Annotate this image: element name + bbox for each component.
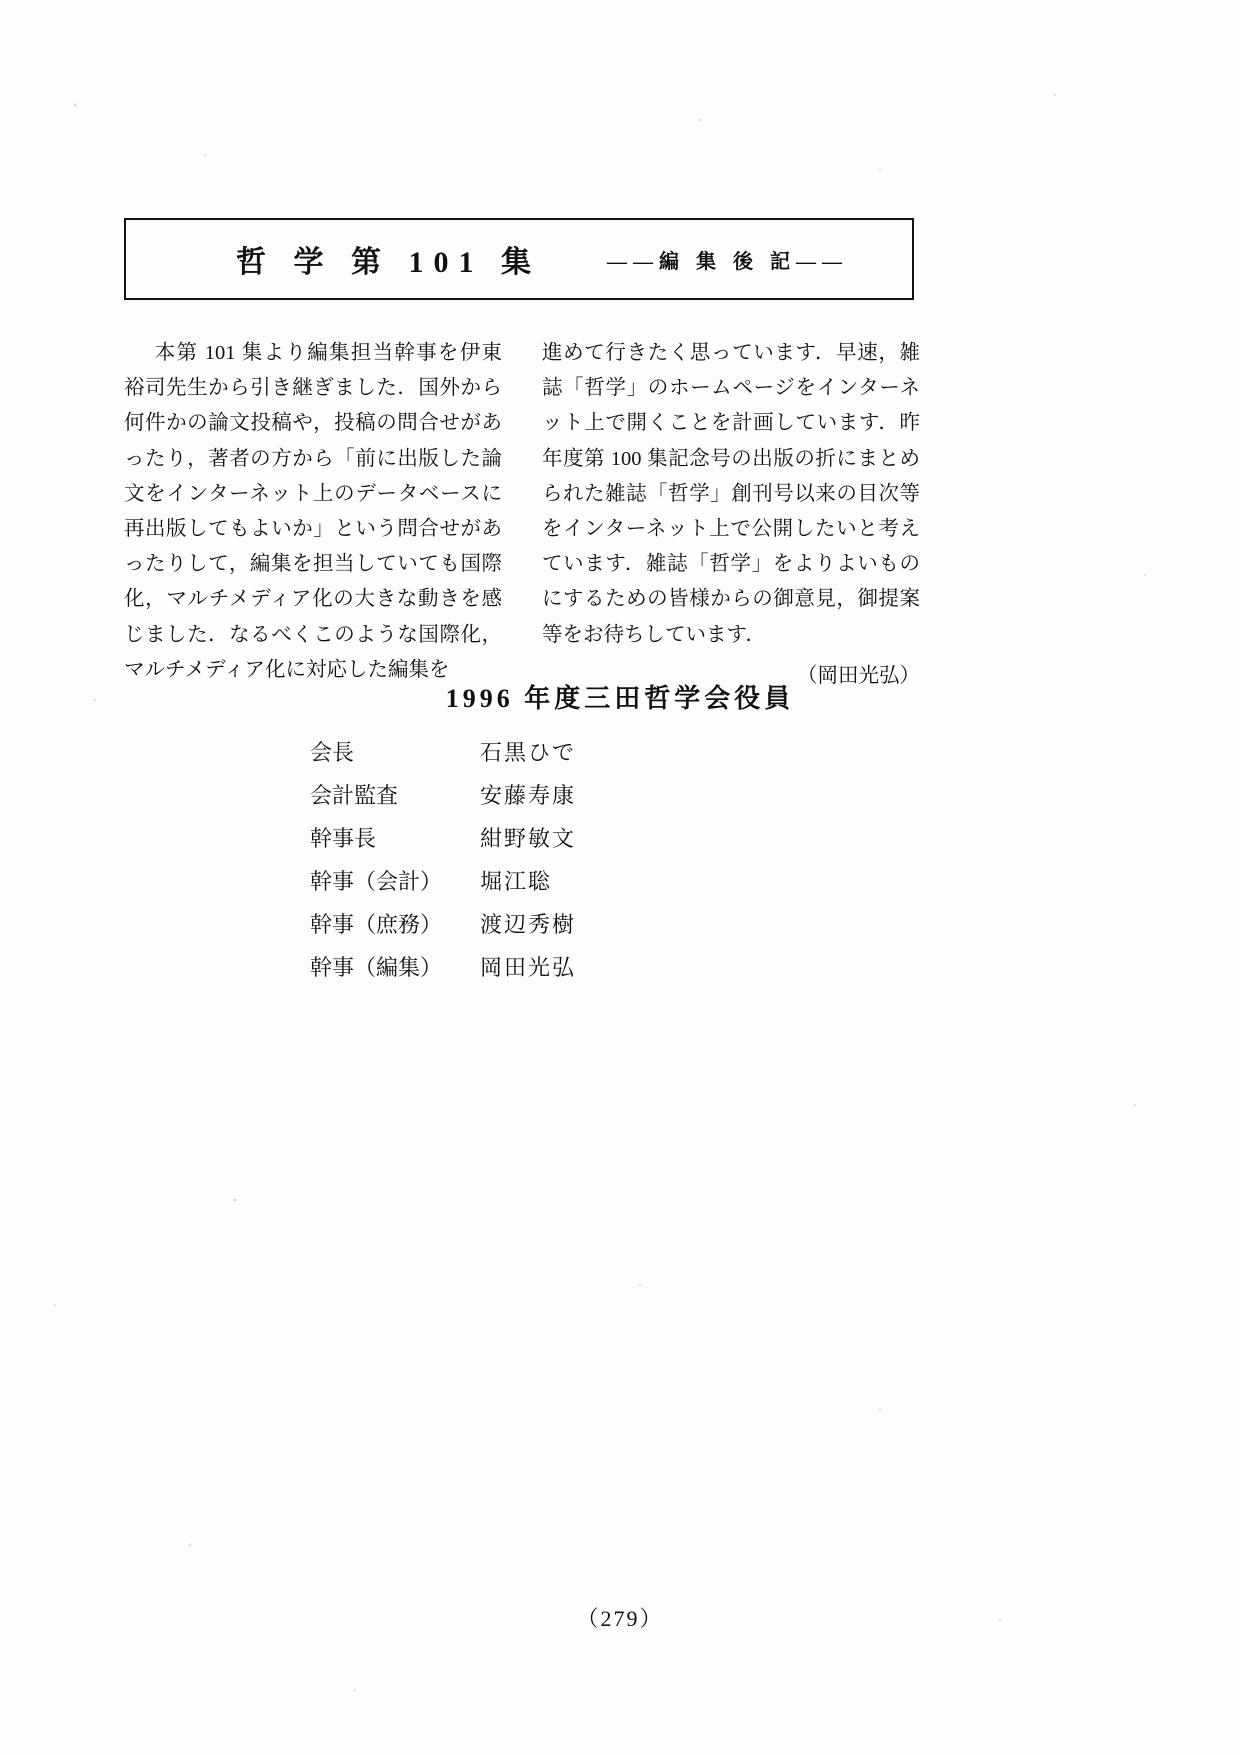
- officer-role: 幹事長: [310, 826, 377, 851]
- officer-name: 石黒ひで: [480, 740, 577, 765]
- officers-table: [310, 730, 730, 988]
- body-columns: [124, 336, 920, 694]
- page-number: （279）: [576, 1606, 664, 1631]
- officer-name: 堀江聡: [480, 869, 553, 894]
- officer-name: 紺野敏文: [480, 826, 577, 851]
- page-title: 哲 学 第 101 集: [236, 246, 541, 279]
- right-column: [542, 336, 920, 694]
- table-row: [310, 773, 730, 816]
- author-signature: （岡田光弘）: [797, 664, 920, 687]
- officer-name: 岡田光弘: [480, 955, 577, 980]
- table-row: [310, 902, 730, 945]
- right-column-text: 進めて行きたく思っています．早速，雑誌「哲学」のホームページをインターネット上で開くことを計画しています．昨年度第 100 集記念号の出版の折にまとめられた雑誌「哲学」創刊号以来の目次等をインターネット上で公開したいと考えています．雑誌「哲学」をよりよいものにするための皆様からの御意見，御提案等をお待ちしています．: [542, 342, 920, 646]
- officer-name: 安藤寿康: [480, 783, 577, 808]
- left-column: [124, 336, 502, 694]
- table-row: [310, 945, 730, 988]
- table-row: [310, 859, 730, 902]
- officer-role: 幹事（編集）: [310, 955, 443, 980]
- officer-role: 幹事（会計）: [310, 869, 443, 894]
- officer-name: 渡辺秀樹: [480, 912, 577, 937]
- officer-role: 会長: [310, 740, 355, 765]
- table-row: [310, 816, 730, 859]
- table-row: [310, 730, 730, 773]
- officers-heading: 1996 年度三田哲学会役員: [445, 684, 795, 713]
- officer-role: 幹事（庶務）: [310, 912, 443, 937]
- officer-role: 会計監査: [310, 783, 399, 808]
- left-column-text: 本第 101 集より編集担当幹事を伊東裕司先生から引き継ぎました．国外から何件かの論文投稿や，投稿の問合せがあったり，著者の方から「前に出版した論文をインターネット上のデータベースに再出版してもよいか」という問合せがあったりして，編集を担当していても国際化，マルチメディア化の大きな動きを感じました．なるべくこのような国際化，マルチメディア化に対応した編集を: [124, 342, 502, 681]
- title-banner: [124, 218, 914, 300]
- page-subtitle: ——編 集 後 記——: [607, 250, 848, 273]
